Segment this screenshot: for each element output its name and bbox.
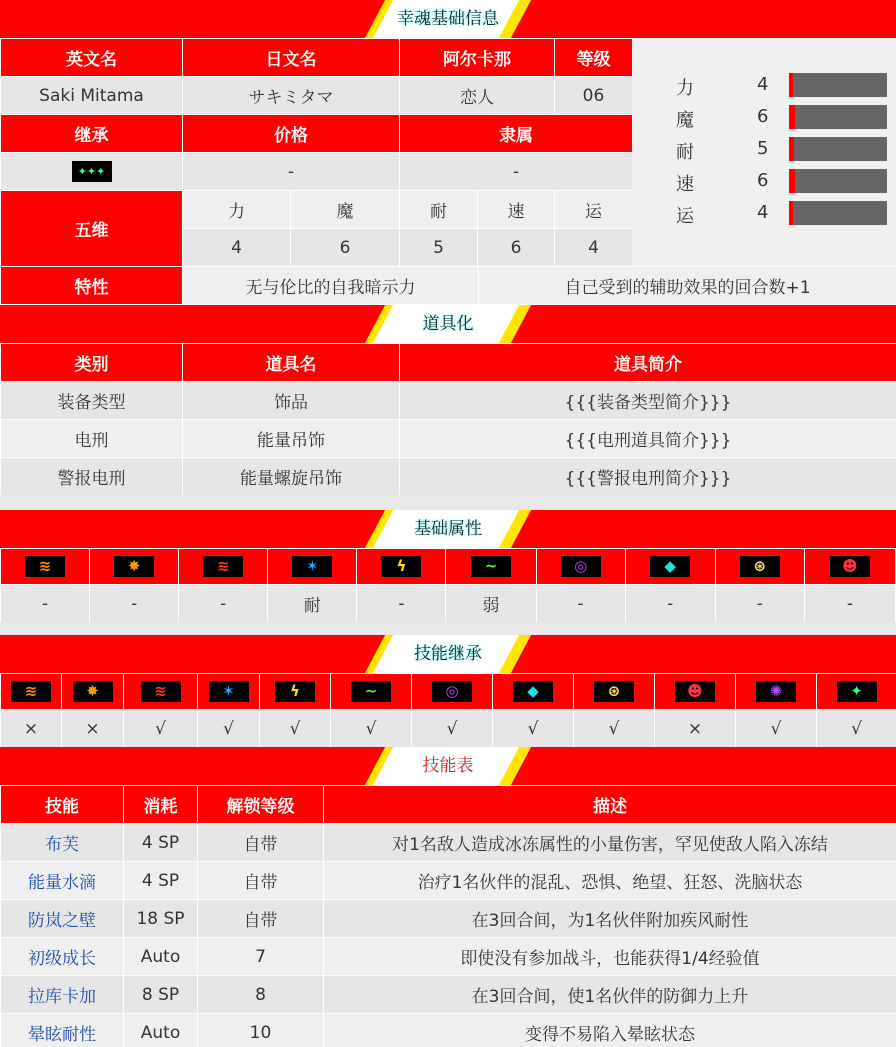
element-value: √ [260, 710, 331, 748]
psy-icon: ◎ [432, 681, 472, 702]
basic-info-banner [0, 0, 896, 38]
element-icon-cell [655, 674, 736, 710]
stat-name-agi: 速 [478, 191, 555, 229]
itemize-name-header: 道具名 [183, 344, 400, 382]
ice-icon: ✶ [209, 681, 249, 702]
stat-bar [789, 201, 887, 225]
itemize-desc: {{{警报电刑简介}}} [400, 458, 896, 496]
skill-link[interactable]: 能量水滴 [1, 862, 124, 900]
element-icon-cell [1, 674, 62, 710]
level-header: 等级 [555, 39, 633, 77]
element-icon-cell [179, 549, 268, 585]
skill-desc: 在3回合间，为1名伙伴附加疾风耐性 [324, 900, 896, 938]
stat-bar [789, 73, 887, 97]
element-value: - [90, 585, 179, 623]
bless-icon: ⊛ [594, 681, 634, 702]
element-icon-cell [62, 674, 124, 710]
itemize-table [0, 343, 896, 496]
element-icon-cell [536, 549, 625, 585]
element-value: × [62, 710, 124, 748]
skill-desc: 变得不易陷入晕眩状态 [324, 1014, 896, 1047]
skill-cost: 4 SP [124, 862, 198, 900]
five-stats-header: 五维 [1, 191, 183, 267]
element-value: √ [574, 710, 655, 748]
attributes-banner [0, 510, 896, 548]
element-value: - [179, 585, 268, 623]
stat-bar [789, 169, 887, 193]
element-icon-cell [493, 674, 574, 710]
stat-value-end: 5 [400, 229, 478, 267]
element-icon-cell [124, 674, 198, 710]
element-icon-cell [736, 674, 817, 710]
skill-unlock: 自带 [198, 862, 324, 900]
stat-name-end: 耐 [400, 191, 478, 229]
element-icon-cell [715, 549, 804, 585]
itemize-type: 电刑 [1, 420, 183, 458]
skill-table [0, 785, 896, 1047]
skill-cost: 18 SP [124, 900, 198, 938]
element-value: √ [817, 710, 896, 748]
skill-cost: Auto [124, 1014, 198, 1047]
skill-desc: 即使没有参加战斗，也能获得1/4经验值 [324, 938, 896, 976]
element-value: - [804, 585, 895, 623]
stat-name-str: 力 [183, 191, 291, 229]
curse-icon: ☻ [830, 556, 870, 577]
itemize-desc: {{{电刑道具简介}}} [400, 420, 896, 458]
stat-bar-value: 5 [757, 138, 769, 159]
itemize-name: 饰品 [183, 382, 400, 420]
arcana-value: 恋人 [400, 77, 555, 115]
attributes-title: 基础属性 [414, 519, 482, 539]
gun-icon: ✸ [73, 681, 113, 702]
element-icon-cell [260, 674, 331, 710]
skill-link[interactable]: 防岚之壁 [1, 900, 124, 938]
skill-unlock: 8 [198, 976, 324, 1014]
psy-icon: ◎ [561, 556, 601, 577]
stat-value-mag: 6 [291, 229, 400, 267]
belong-value: - [400, 153, 633, 191]
element-icon-cell [804, 549, 895, 585]
element-value: √ [412, 710, 493, 748]
stat-bar-label: 运 [676, 206, 694, 227]
element-icon-cell [574, 674, 655, 710]
jp-name-value: サキミタマ [183, 77, 400, 115]
wind-icon: ~ [471, 556, 511, 577]
skill-inherit-banner [0, 635, 896, 673]
trait-header: 特性 [1, 267, 183, 305]
stat-bar-label: 魔 [676, 110, 694, 131]
itemize-title: 道具化 [422, 314, 474, 334]
fire-icon: ≋ [203, 556, 243, 577]
itemize-desc: {{{装备类型简介}}} [400, 382, 896, 420]
ice-icon: ✶ [292, 556, 332, 577]
skill-inherit-title: 技能继承 [414, 644, 482, 664]
itemize-banner [0, 305, 896, 343]
basic-info-table [0, 38, 633, 267]
stat-bar-value: 6 [757, 170, 769, 191]
nuke-icon: ◆ [513, 681, 553, 702]
skill-unlock: 自带 [198, 900, 324, 938]
elec-icon: ϟ [381, 556, 421, 577]
skill-link[interactable]: 初级成长 [1, 938, 124, 976]
skill-unlock: 10 [198, 1014, 324, 1047]
skill-link[interactable]: 布芙 [1, 824, 124, 862]
stat-bar-row-agi [632, 166, 896, 198]
cost-header: 消耗 [124, 786, 198, 824]
stats-bar-panel [632, 38, 896, 304]
itemize-name: 能量吊饰 [183, 420, 400, 458]
almighty-icon: ✺ [756, 681, 796, 702]
support-icon: ✦✦✦ [72, 161, 112, 182]
phys-icon: ≋ [11, 681, 51, 702]
nuke-icon: ◆ [650, 556, 690, 577]
element-value: √ [736, 710, 817, 748]
trait-table [0, 266, 896, 305]
skill-cost: 4 SP [124, 824, 198, 862]
skill-table-banner [0, 747, 896, 785]
stat-bar-value: 4 [757, 74, 769, 95]
level-value: 06 [555, 77, 633, 115]
bless-icon: ⊛ [740, 556, 780, 577]
jp-name-header: 日文名 [183, 39, 400, 77]
stat-bar-row-str [632, 70, 896, 102]
wind-icon: ~ [351, 681, 391, 702]
element-icon-cell [1, 549, 90, 585]
unlock-header: 解锁等级 [198, 786, 324, 824]
stat-value-str: 4 [183, 229, 291, 267]
inherit-icon-cell [1, 153, 183, 191]
stat-bar-row-mag [632, 102, 896, 134]
arcana-header: 阿尔卡那 [400, 39, 555, 77]
stat-value-agi: 6 [478, 229, 555, 267]
curse-icon: ☻ [675, 681, 715, 702]
price-header: 价格 [183, 115, 400, 153]
itemize-type: 警报电刑 [1, 458, 183, 496]
trait-name: 无与伦比的自我暗示力 [183, 267, 479, 305]
element-value: - [1, 585, 90, 623]
element-value: √ [124, 710, 198, 748]
stat-bar [789, 105, 887, 129]
trait-desc: 自己受到的辅助效果的回合数+1 [479, 267, 896, 305]
element-value: √ [493, 710, 574, 748]
element-icon-cell [198, 674, 260, 710]
skill-unlock: 7 [198, 938, 324, 976]
price-value: - [183, 153, 400, 191]
en-name-value: Saki Mitama [1, 77, 183, 115]
element-icon-cell [268, 549, 357, 585]
attributes-table [0, 548, 896, 623]
element-value: - [715, 585, 804, 623]
skill-cost: 8 SP [124, 976, 198, 1014]
stat-bar [789, 137, 887, 161]
gun-icon: ✸ [114, 556, 154, 577]
stat-bar-row-end [632, 134, 896, 166]
phys-icon: ≋ [25, 556, 65, 577]
inherit-header: 继承 [1, 115, 183, 153]
element-icon-cell [817, 674, 896, 710]
skill-table-title: 技能表 [422, 756, 474, 776]
element-value: - [625, 585, 715, 623]
itemize-type: 装备类型 [1, 382, 183, 420]
element-value: √ [198, 710, 260, 748]
fire-icon: ≋ [141, 681, 181, 702]
skill-desc: 在3回合间，使1名伙伴的防御力上升 [324, 976, 896, 1014]
stat-bar-value: 4 [757, 202, 769, 223]
element-value: 弱 [446, 585, 536, 623]
element-value: 耐 [268, 585, 357, 623]
itemize-name: 能量螺旋吊饰 [183, 458, 400, 496]
elec-icon: ϟ [275, 681, 315, 702]
skill-header: 技能 [1, 786, 124, 824]
basic-info-title: 幸魂基础信息 [397, 9, 499, 29]
skill-inherit-table [0, 673, 896, 748]
skill-desc: 治疗1名伙伴的混乱、恐惧、绝望、狂怒、洗脑状态 [324, 862, 896, 900]
stat-bar-label: 速 [676, 174, 694, 195]
element-icon-cell [331, 674, 412, 710]
element-value: - [357, 585, 446, 623]
skill-unlock: 自带 [198, 824, 324, 862]
element-icon-cell [412, 674, 493, 710]
skill-link[interactable]: 拉库卡加 [1, 976, 124, 1014]
en-name-header: 英文名 [1, 39, 183, 77]
stat-value-luk: 4 [555, 229, 633, 267]
skill-desc: 对1名敌人造成冰冻属性的小量伤害，罕见使敌人陷入冻结 [324, 824, 896, 862]
belong-header: 隶属 [400, 115, 633, 153]
desc-header: 描述 [324, 786, 896, 824]
element-value: - [536, 585, 625, 623]
element-icon-cell [625, 549, 715, 585]
element-icon-cell [90, 549, 179, 585]
section-gap [0, 622, 896, 635]
element-value: × [1, 710, 62, 748]
itemize-type-header: 类别 [1, 344, 183, 382]
element-value: × [655, 710, 736, 748]
skill-cost: Auto [124, 938, 198, 976]
support-icon: ✦ [837, 681, 877, 702]
itemize-desc-header: 道具简介 [400, 344, 896, 382]
section-gap [0, 495, 896, 510]
stat-name-mag: 魔 [291, 191, 400, 229]
stat-bar-row-luk [632, 198, 896, 230]
stat-bar-label: 力 [676, 78, 694, 99]
element-icon-cell [357, 549, 446, 585]
element-value: √ [331, 710, 412, 748]
stat-bar-label: 耐 [676, 142, 694, 163]
stat-bar-value: 6 [757, 106, 769, 127]
element-icon-cell [446, 549, 536, 585]
skill-link[interactable]: 晕眩耐性 [1, 1014, 124, 1047]
stat-name-luk: 运 [555, 191, 633, 229]
